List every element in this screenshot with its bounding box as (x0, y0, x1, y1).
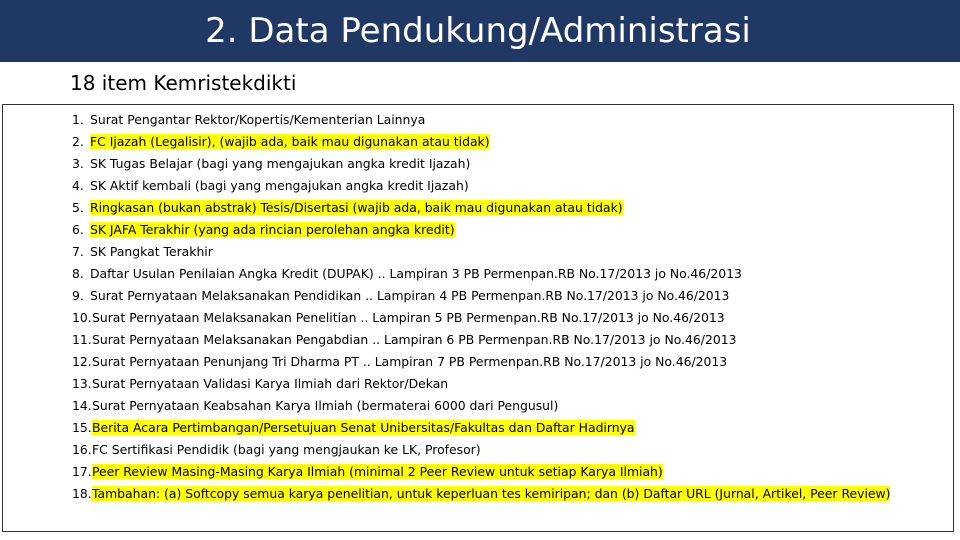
item-number: 16. (72, 442, 92, 457)
item-text: Surat Pernyataan Melaksanakan Pengabdian .. Lampiran 6 PB Permenpan.RB No.17/2013 jo No.46/2013 (92, 332, 737, 347)
item-number: 3. (72, 156, 84, 171)
item-text: Surat Pernyataan Validasi Karya Ilmiah dari Rektor/Dekan (92, 376, 449, 391)
item-number: 6. (72, 222, 84, 237)
item-number: 8. (72, 266, 84, 281)
page-title: 2. Data Pendukung/Administrasi (205, 11, 751, 51)
item-number: 7. (72, 244, 84, 259)
item-text: Daftar Usulan Penilaian Angka Kredit (DUPAK) .. Lampiran 3 PB Permenpan.RB No.17/2013 jo No.46/2013 (90, 266, 742, 281)
item-number: 11. (72, 332, 92, 347)
list-item (72, 263, 890, 285)
item-number: 12. (72, 354, 92, 369)
item-text: SK JAFA Terakhir (yang ada rincian perolehan angka kredit) (90, 222, 455, 237)
item-number: 1. (72, 112, 84, 127)
item-number: 13. (72, 376, 92, 391)
list-item (72, 461, 890, 483)
list-item (72, 307, 890, 329)
item-number: 15. (72, 420, 92, 435)
item-text: SK Tugas Belajar (bagi yang mengajukan angka kredit Ijazah) (90, 156, 471, 171)
item-number: 18. (72, 486, 92, 501)
list-item (72, 417, 890, 439)
list-item (72, 373, 890, 395)
item-text: Ringkasan (bukan abstrak) Tesis/Disertasi (wajib ada, baik mau digunakan atau tidak) (90, 200, 623, 215)
item-text: Surat Pernyataan Keabsahan Karya Ilmiah (bermaterai 6000 dari Pengusul) (92, 398, 559, 413)
item-number: 2. (72, 134, 84, 149)
list-item (72, 285, 890, 307)
item-text: Surat Pernyataan Melaksanakan Penelitian .. Lampiran 5 PB Permenpan.RB No.17/2013 jo No.46/2013 (92, 310, 725, 325)
item-text: FC Ijazah (Legalisir), (wajib ada, baik mau digunakan atau tidak) (90, 134, 490, 149)
item-text: Surat Pernyataan Melaksanakan Pendidikan .. Lampiran 4 PB Permenpan.RB No.17/2013 jo No.46/2013 (90, 288, 730, 303)
list-item (72, 395, 890, 417)
list-item (72, 131, 890, 153)
list-item (72, 153, 890, 175)
list-item (72, 351, 890, 373)
item-text: Surat Pengantar Rektor/Kopertis/Kementerian Lainnya (90, 112, 426, 127)
list-item (72, 241, 890, 263)
item-text: SK Pangkat Terakhir (90, 244, 213, 259)
item-text: Surat Pernyataan Penunjang Tri Dharma PT .. Lampiran 7 PB Permenpan.RB No.17/2013 jo No.46/2013 (92, 354, 728, 369)
item-number: 5. (72, 200, 84, 215)
item-number: 17. (72, 464, 92, 479)
item-text: FC Sertifikasi Pendidik (bagi yang mengjaukan ke LK, Profesor) (92, 442, 481, 457)
item-number: 14. (72, 398, 92, 413)
item-number: 10. (72, 310, 92, 325)
subtitle: 18 item Kemristekdikti (70, 71, 297, 95)
item-text: SK Aktif kembali (bagi yang mengajukan angka kredit Ijazah) (90, 178, 469, 193)
item-text: Berita Acara Pertimbangan/Persetujuan Senat Unibersitas/Fakultas dan Daftar Hadirnya (92, 420, 635, 435)
requirements-list (72, 109, 890, 505)
item-text: Tambahan: (a) Softcopy semua karya penelitian, untuk keperluan tes kemiripan; dan (b) Daftar URL (Jurnal, Artikel, Peer Review) (92, 486, 891, 501)
item-text: Peer Review Masing-Masing Karya Ilmiah (minimal 2 Peer Review untuk setiap Karya Ilmiah) (92, 464, 663, 479)
item-number: 9. (72, 288, 84, 303)
list-item (72, 197, 890, 219)
list-item (72, 109, 890, 131)
item-number: 4. (72, 178, 84, 193)
list-item (72, 483, 890, 505)
title-bar (0, 0, 960, 62)
list-item (72, 219, 890, 241)
list-item (72, 329, 890, 351)
list-item (72, 175, 890, 197)
list-item (72, 439, 890, 461)
